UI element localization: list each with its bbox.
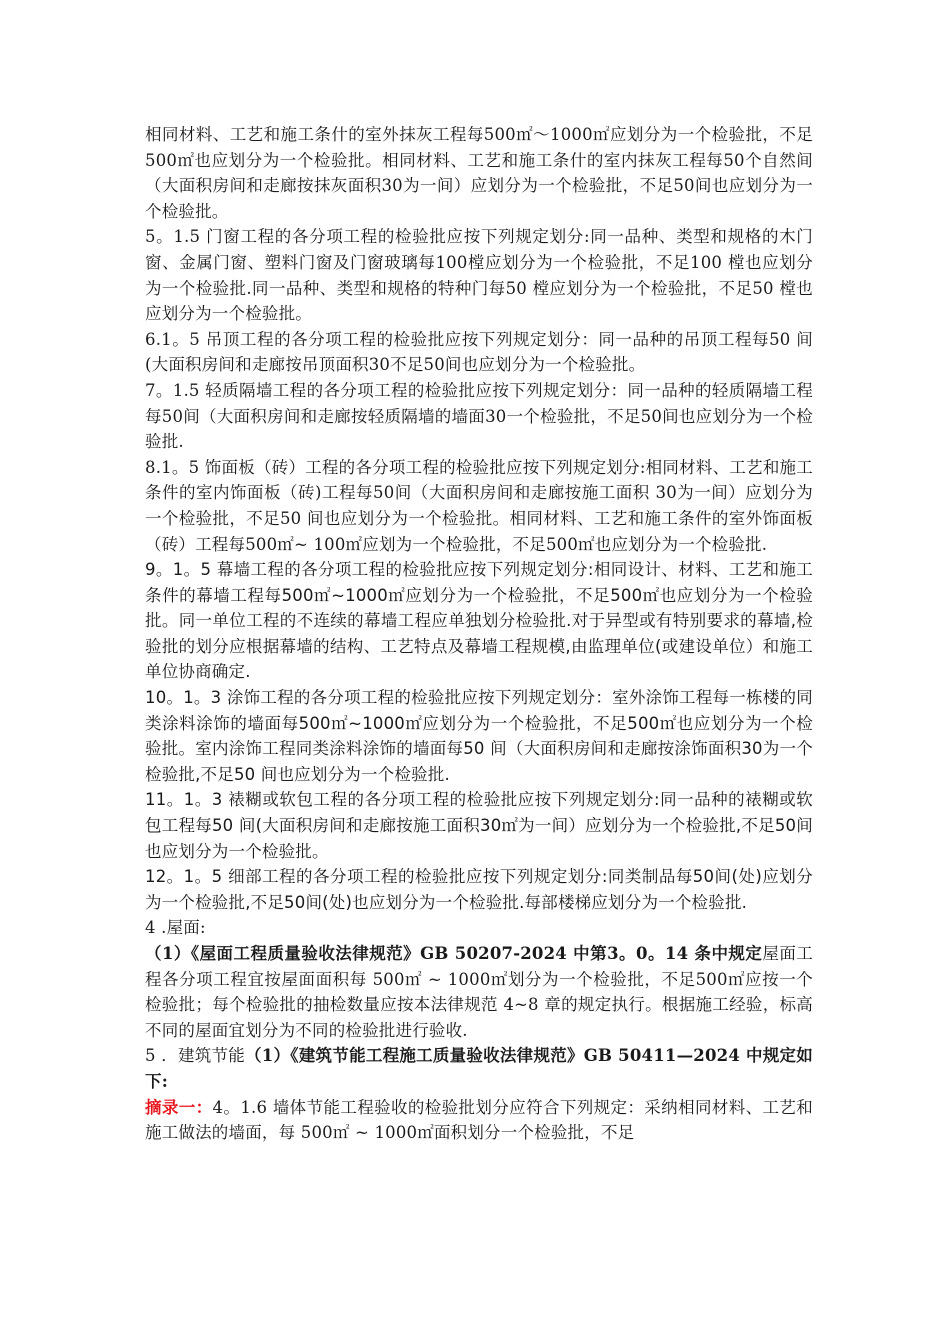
paragraph-roof-standard <box>145 941 813 1043</box>
paragraph-plaster: 相同材料、工艺和施工条什的室外抹灰工程每500㎡～1000㎡应划分为一个检验批，不足500㎡也应划分为一个检验批。相同材料、工艺和施工条什的室内抹灰工程每50个自然间（大面积房间和走廊按抹灰面积30为一间）应划分为一个检验批，不足50间也应划分为一个检验批。 <box>145 125 813 221</box>
paragraph-ceiling: 6.1。5 吊顶工程的各分项工程的检验批应按下列规定划分：同一品种的吊顶工程每50 间(大面积房间和走廊按吊顶面积30不足50间也应划分为一个检验批。 <box>145 329 813 375</box>
paragraph-detail: 12。1。5 细部工程的各分项工程的检验批应按下列规定划分:同类制品每50间(处)应划分为一个检验批,不足50间(处)也应划分为一个检验批.每部楼梯应划分为一个检验批. <box>145 867 813 912</box>
roof-standard-title: （1）《屋面工程质量验收法律规范》GB 50207-2024 中第3。0。14 条中规定 <box>145 944 763 963</box>
paragraph-facing-panel: 8.1。5 饰面板（砖）工程的各分项工程的检验批应按下列规定划分:相同材料、工艺和施工条件的室内饰面板（砖)工程每50间（大面积房间和走廊按施工面积 30为一间）应划分为一个检验批，不足50 间也应划分为一个检验批。相同材料、工艺和施工条件的室外饰面板（砖）工程每500㎡~ 100㎡应划为一个检验批，不足500㎡也应划分为一个检验批. <box>145 457 813 554</box>
excerpt-body: 4。1.6 墙体节能工程验收的检验批划分应符合下列规定：采纳相同材料、工艺和施工做法的墙面，每 500㎡ ~ 1000㎡面积划分一个检验批，不足 <box>145 1097 813 1143</box>
paragraph-wallpaper: 11。1。3 裱糊或软包工程的各分项工程的检验批应按下列规定划分:同一品种的裱糊或软包工程每50 间(大面积房间和走廊按施工面积30㎡为一间）应划分为一个检验批,不足50间也应划分为一个检验批。 <box>145 790 813 861</box>
paragraph-energy-heading <box>145 1043 813 1094</box>
paragraph-partition: 7。1.5 轻质隔墙工程的各分项工程的检验批应按下列规定划分：同一品种的轻质隔墙工程每50间（大面积房间和走廊按轻质隔墙的墙面30一个检验批，不足50间也应划分为一个检验批. <box>145 380 813 452</box>
energy-heading-lead: 5 ．建筑节能 <box>145 1046 246 1066</box>
paragraph-curtain-wall: 9。1。5 幕墙工程的各分项工程的检验批应按下列规定划分:相同设计、材料、工艺和施工条件的幕墙工程每500㎡~1000㎡应划分为一个检验批，不足500㎡也应划分为一个检验批。同一单位工程的不连续的幕墙工程应单独划分检验批.对于异型或有特别要求的幕墙,检验批的划分应根据幕墙的结构、工艺特点及幕墙工程规模,由监理单位(或建设单位）和施工单位协商确定. <box>145 560 813 682</box>
paragraph-doors-windows: 5。1.5 门窗工程的各分项工程的检验批应按下列规定划分:同一品种、类型和规格的木门窗、金属门窗、塑料门窗及门窗玻璃每100樘应划分为一个检验批，不足100 樘也应划分为一个检验批.同一品种、类型和规格的特种门每50 樘应划分为一个检验批，不足50 樘也应划分为一个检验批。 <box>145 227 813 324</box>
document-page <box>145 122 813 1146</box>
excerpt-label: 摘录一： <box>145 1097 213 1117</box>
paragraph-excerpt-one <box>145 1095 813 1146</box>
paragraph-coating: 10。1。3 涂饰工程的各分项工程的检验批应按下列规定划分：室外涂饰工程每一栋楼的同类涂料涂饰的墙面每500㎡~1000㎡应划分为一个检验批，不足500㎡也应划分为一个检验批。室内涂饰工程同类涂料涂饰的墙面每50 间（大面积房间和走廊按涂饰面积30为一个检验批,不足50 间也应划分为一个检验批. <box>145 688 813 784</box>
heading-roof: 4 .屋面: <box>145 918 206 938</box>
energy-standard-title: （1）《建筑节能工程施工质量验收法律规范》GB 50411—2024 中规定如下: <box>145 1046 813 1091</box>
roof-standard-body: 屋面工程各分项工程宜按屋面面积每 500㎡ ~ 1000㎡划分为一个检验批，不足500㎡应按一个检验批；每个检验批的抽检数量应按本法律规范 4~8 章的规定执行。根据施工经验，标高不同的屋面宜划分为不同的检验批进行验收. <box>145 944 813 1040</box>
